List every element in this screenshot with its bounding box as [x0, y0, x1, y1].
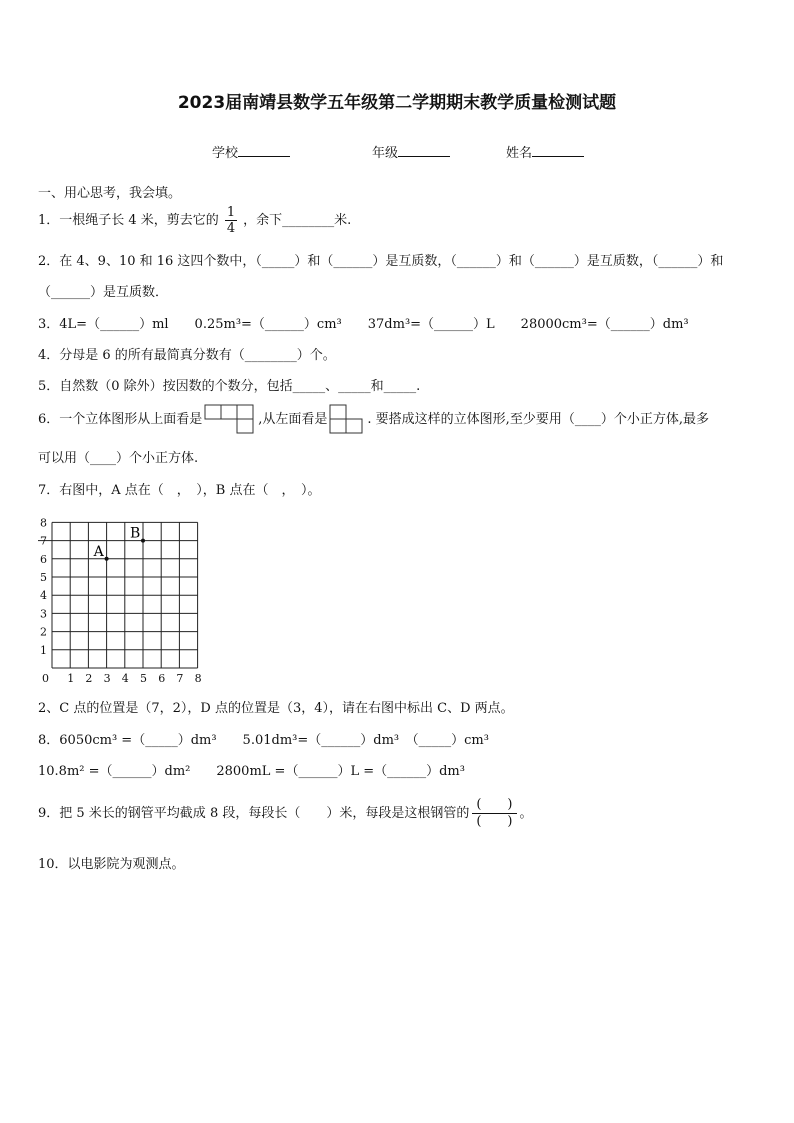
x-tick-label: 0: [42, 672, 49, 684]
fraction-denominator: 4: [226, 221, 236, 236]
question-7-part2: 2、C 点的位置是（7，2），D 点的位置是（3，4），请在右图中标出 C、D 两点。: [38, 701, 514, 716]
question-6: [38, 403, 709, 437]
grade-blank[interactable]: [398, 144, 450, 157]
y-tick-label: 6: [40, 552, 47, 566]
name-blank[interactable]: [532, 144, 584, 157]
y-tick-label: 3: [40, 607, 47, 621]
q9-text-pre: 9．把 5 米长的钢管平均截成 8 段，每段长（ ）米，每段是这根钢管的: [38, 806, 470, 821]
x-tick-label: 8: [194, 672, 202, 684]
answer-fraction[interactable]: [472, 797, 516, 830]
y-tick-label: 7: [40, 534, 47, 548]
fraction-numerator-blank[interactable]: ( ): [472, 797, 516, 814]
left-view-cubes-icon: [329, 404, 365, 436]
grade-label: 年级: [372, 146, 399, 161]
coordinate-grid: [36, 508, 206, 684]
section-heading: 一、用心思考，我会填。: [38, 186, 182, 201]
x-tick-label: 3: [103, 672, 111, 684]
fraction-denominator-blank[interactable]: ( ): [476, 814, 513, 829]
name-field[interactable]: [506, 142, 584, 161]
question-4: 4．分母是 6 的所有最简真分数有（________）个。: [38, 348, 336, 363]
q1-text-pre: 1．一根绳子长 4 米，剪去它的: [38, 213, 219, 228]
y-tick-label: 8: [40, 516, 47, 530]
page-title: 2023届南靖县数学五年级第二学期期末教学质量检测试题: [177, 93, 617, 113]
y-tick-label: 5: [40, 571, 47, 584]
question-2-line1: 2．在 4、9、10 和 16 这四个数中，（_____）和（______）是互质数，（______）和（______）是互质数，（______）和: [38, 254, 724, 269]
y-tick-label: 4: [40, 589, 47, 603]
point-b: [141, 539, 145, 543]
x-tick-label: 1: [67, 672, 75, 684]
y-tick-label: 1: [40, 643, 47, 657]
y-tick-label: 2: [40, 625, 47, 639]
question-5: 5．自然数（0 除外）按因数的个数分，包括_____、_____和_____.: [38, 379, 421, 394]
x-tick-label: 4: [121, 672, 129, 684]
question-3: 3．4L=（______）ml 0.25m³=（______）cm³ 37dm³=（______）L 28000cm³=（______）dm³: [38, 317, 689, 332]
q9-text-post: 。: [519, 806, 533, 821]
top-view-cubes-icon: [204, 404, 256, 436]
point-label-a: A: [93, 543, 104, 560]
school-field[interactable]: [212, 142, 290, 161]
question-7: 7．右图中，A 点在（ ， ），B 点在（ ， ）。: [38, 483, 321, 498]
question-10: 10．以电影院为观测点。: [38, 857, 185, 872]
question-6-line2: 可以用（____）个小正方体.: [38, 451, 199, 466]
question-1: [38, 204, 351, 238]
point-a: [105, 557, 109, 561]
school-blank[interactable]: [238, 144, 290, 157]
q6-text-a: 6．一个立体图形从上面看是: [38, 412, 203, 427]
x-tick-label: 6: [158, 672, 166, 684]
q6-text-c: . 要搭成这样的立体图形,至少要用（____）个小正方体,最多: [367, 412, 709, 427]
q1-text-post: ，余下________米.: [243, 213, 352, 228]
point-label-b: B: [130, 525, 141, 542]
question-9: [38, 795, 533, 833]
fraction-one-quarter: [225, 205, 237, 236]
question-8-line2: 10.8m² =（______）dm² 2800mL =（______）L =（______）dm³: [38, 764, 465, 779]
x-tick-label: 5: [140, 672, 147, 684]
q6-text-b: ,从左面看是: [258, 412, 328, 427]
x-tick-label: 7: [176, 672, 184, 684]
fraction-numerator: 1: [226, 205, 236, 220]
question-2-line2: （______）是互质数．: [38, 285, 169, 300]
grade-field[interactable]: [372, 142, 450, 161]
school-label: 学校: [212, 146, 239, 161]
name-label: 姓名: [506, 146, 533, 161]
question-8-line1: 8．6050cm³ =（_____）dm³ 5.01dm³=（______）dm³ （_____）cm³: [38, 733, 489, 748]
x-tick-label: 2: [85, 672, 93, 684]
